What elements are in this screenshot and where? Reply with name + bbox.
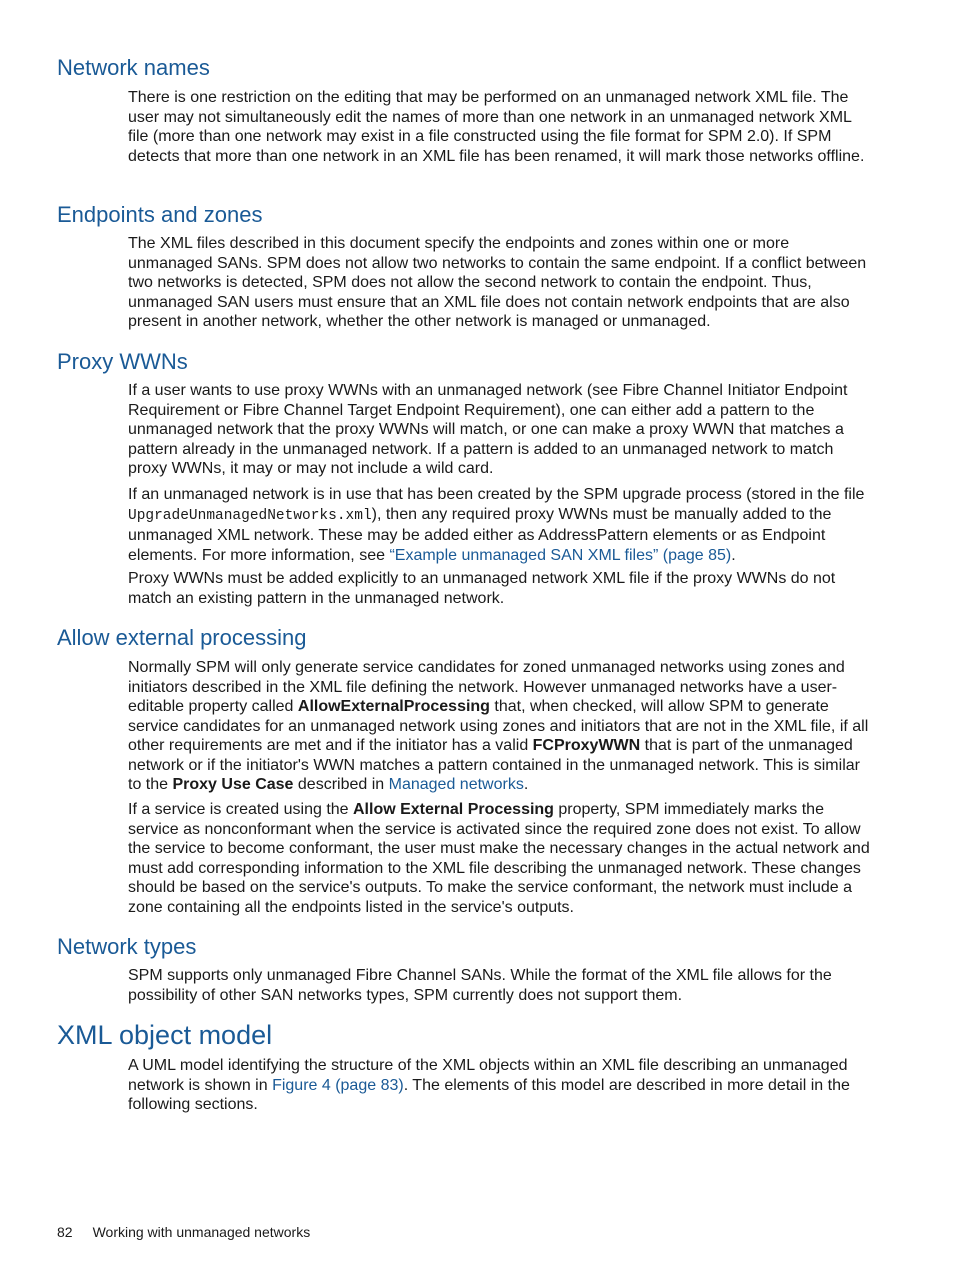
bold-term: AllowExternalProcessing [297,698,490,715]
text-run: . The elements of this model are described in more detail in the following sections. [128,1076,850,1113]
text-run: . [731,546,736,564]
paragraph-network-names: There is one restriction on the editing that may be performed on an unmanaged network XML file. The user may not simultaneously edit the names of more than one network in an unmanaged network XML file (more than one network may exist in a file constructed using the file format for SPM 2.0). If SPM detects that more than one network in an XML file has been renamed, it will mark those networks offline. [128,89,865,165]
paragraph-proxy-wwns-3: Proxy WWNs must be added explicitly to an unmanaged network XML file if the proxy WWNs do not match an existing pattern in the unmanaged network. [128,570,836,607]
text-run: If a service is created using the [128,801,353,818]
bold-term: FCProxyWWN [532,737,641,754]
text-run: property, SPM immediately marks the service as nonconformant when the service is activated since the required zone does not exist. To allow the service to become conformant, the user must make the necessary changes in the actual network and must add corresponding information to the XML file describing the unmanaged network. These changes should be based on the service's outputs. To make the service conformant, the network must include a zone containing all the endpoints listed in the service's outputs. [128,801,870,916]
link-example-xml-files[interactable]: “Example unmanaged SAN XML files” (page 85) [389,546,732,564]
paragraph-allow-external-1 [128,658,870,795]
text-run: that is part of the unmanaged network or if the initiator's WWN matches a pattern contained in the unmanaged network. This is similar to the [128,737,860,793]
paragraph-network-types: SPM supports only unmanaged Fibre Channel SANs. While the format of the XML file allows for the possibility of other SAN networks types, SPM currently does not support them. [128,967,832,1004]
heading-network-types: Network types [57,934,197,959]
heading-endpoints-zones: Endpoints and zones [57,202,263,227]
link-managed-networks[interactable]: Managed networks [388,776,524,793]
text-run: . [523,776,529,793]
code-filename: UpgradeUnmanagedNetworks.xml [128,507,372,524]
heading-proxy-wwns: Proxy WWNs [57,349,188,374]
bold-term: Proxy Use Case [172,776,294,793]
heading-network-names: Network names [57,55,210,80]
link-figure-4[interactable]: Figure 4 (page 83) [272,1076,404,1094]
paragraph-proxy-wwns-2 [128,485,870,565]
text-run: described in [293,776,389,793]
heading-xml-object-model: XML object model [57,1020,273,1050]
text-run: If an unmanaged network is in use that has been created by the SPM upgrade process (stored in the file [128,486,865,503]
text-run: that, when checked, will allow SPM to generate service candidates for an unmanaged network using zones and initiators that are not in the XML file, if all other requirements are met and if the initiator has a valid [128,698,869,754]
chapter-title: Working with unmanaged networks [92,1224,311,1240]
paragraph-xml-object-model [128,1056,870,1115]
text-run: ), then any required proxy WWNs must be manually added to the unmanaged XML network. These may be added either as AddressPattern elements or as Endpoint elements. For more information, see [128,505,832,564]
page-footer [57,1223,310,1241]
bold-term: Allow External Processing [353,801,554,818]
paragraph-proxy-wwns-1: If a user wants to use proxy WWNs with an unmanaged network (see Fibre Channel Initiator Endpoint Requirement or Fibre Channel Target Endpoint Requirement), one can either add a pattern to the unmanaged network that the proxy WWNs will match, or one can make a proxy WWN that matches a pattern already in the unmanaged network. If a pattern is added to an unmanaged network to match proxy WWNs, it may or may not include a wild card. [128,382,848,477]
text-run: A UML model identifying the structure of the XML objects within an XML file describing an unmanaged network is shown in [128,1057,848,1094]
page-number: 82 [57,1224,73,1240]
text-run: Normally SPM will only generate service candidates for zoned unmanaged networks using zones and initiators described in the XML file defining the network. However unmanaged networks have a user-editable property called [128,659,845,715]
paragraph-endpoints-zones: The XML files described in this document specify the endpoints and zones within one or more unmanaged SANs. SPM does not allow two networks to contain the same endpoint. If a conflict between two networks is detected, SPM does not allow the second network to contain the endpoint. Thus, unmanaged SAN users must ensure that an XML file does not contain network endpoints that are also present in another network, whether the other network is managed or unmanaged. [128,235,867,330]
paragraph-allow-external-2 [128,800,870,917]
heading-allow-external-processing: Allow external processing [57,625,307,650]
